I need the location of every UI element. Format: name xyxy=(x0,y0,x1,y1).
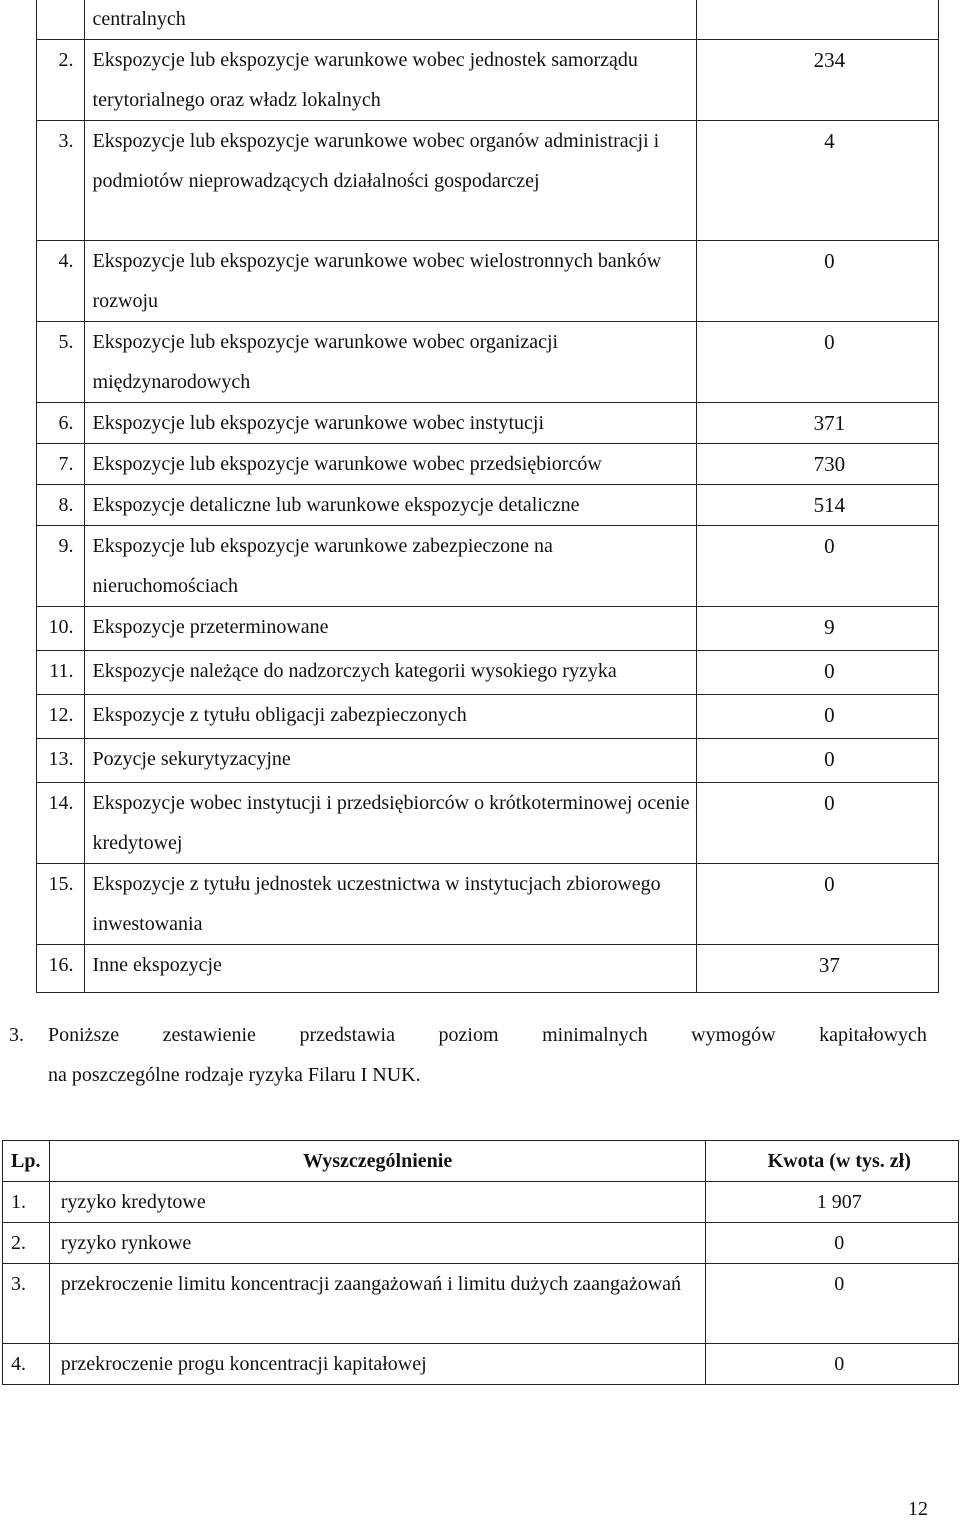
table-row xyxy=(37,783,939,864)
table-row xyxy=(37,444,939,485)
header-amount: Kwota (w tys. zł) xyxy=(706,1141,959,1182)
table-row xyxy=(37,695,939,739)
table-row xyxy=(3,1182,959,1223)
row-description: Ekspozycje przeterminowane xyxy=(84,607,696,651)
paragraph-word: przedstawia xyxy=(299,1024,395,1046)
row-description: Ekspozycje lub ekspozycje warunkowe wobec przedsiębiorców xyxy=(84,444,696,485)
row-number: 9. xyxy=(37,526,85,607)
row-number: 15. xyxy=(37,864,85,945)
row-description: Ekspozycje lub ekspozycje warunkowe wobec wielostronnych banków rozwoju xyxy=(84,241,696,322)
table-row xyxy=(37,526,939,607)
row-description: Ekspozycje wobec instytucji i przedsiębiorców o krótkoterminowej ocenie kredytowej xyxy=(84,783,696,864)
row-number: 10. xyxy=(37,607,85,651)
row-description: Ekspozycje należące do nadzorczych kategorii wysokiego ryzyka xyxy=(84,651,696,695)
row-description: Ekspozycje z tytułu jednostek uczestnictwa w instytucjach zbiorowego inwestowania xyxy=(84,864,696,945)
paragraph-word: wymogów xyxy=(691,1024,776,1046)
header-lp: Lp. xyxy=(3,1141,50,1182)
page-number: 12 xyxy=(908,1498,928,1520)
row-value: 0 xyxy=(696,526,938,607)
row-value: 0 xyxy=(696,241,938,322)
table-row xyxy=(3,1344,959,1385)
row-value: 730 xyxy=(696,444,938,485)
row-description: przekroczenie progu koncentracji kapitałowej xyxy=(49,1344,706,1385)
row-value: 514 xyxy=(696,485,938,526)
table-row xyxy=(37,485,939,526)
table-row xyxy=(3,1264,959,1344)
row-number: 14. xyxy=(37,783,85,864)
paragraph-line-2: na poszczególne rodzaje ryzyka Filaru I NUK. xyxy=(48,1064,421,1086)
table-row xyxy=(37,864,939,945)
paragraph-line-1 xyxy=(9,1015,927,1055)
row-description: Ekspozycje detaliczne lub warunkowe ekspozycje detaliczne xyxy=(84,485,696,526)
row-number: 1. xyxy=(3,1182,50,1223)
row-number: 5. xyxy=(37,322,85,403)
row-number: 2. xyxy=(3,1223,50,1264)
row-number: 4. xyxy=(37,241,85,322)
capital-requirements-table xyxy=(2,1140,959,1385)
table-row xyxy=(37,0,939,40)
row-value: 0 xyxy=(696,322,938,403)
paragraph-word: minimalnych xyxy=(542,1024,648,1046)
row-number: 16. xyxy=(37,945,85,993)
paragraph-word: kapitałowych xyxy=(819,1024,927,1046)
row-number: 3. xyxy=(3,1264,50,1344)
row-number: 2. xyxy=(37,40,85,121)
row-description: ryzyko rynkowe xyxy=(49,1223,706,1264)
paragraph-word: poziom xyxy=(438,1024,499,1046)
row-number xyxy=(37,0,85,40)
row-description: Ekspozycje lub ekspozycje warunkowe wobec jednostek samorządu terytorialnego oraz władz lokalnych xyxy=(84,40,696,121)
row-description: Ekspozycje lub ekspozycje warunkowe wobec organizacji międzynarodowych xyxy=(84,322,696,403)
table-row xyxy=(37,121,939,241)
table-row xyxy=(37,607,939,651)
row-number: 8. xyxy=(37,485,85,526)
row-description: Ekspozycje lub ekspozycje warunkowe zabezpieczone na nieruchomościach xyxy=(84,526,696,607)
table-row xyxy=(37,651,939,695)
row-description: Pozycje sekurytyzacyjne xyxy=(84,739,696,783)
row-value: 0 xyxy=(696,783,938,864)
row-value: 1 907 xyxy=(706,1182,959,1223)
row-value: 0 xyxy=(696,695,938,739)
row-number: 3. xyxy=(37,121,85,241)
row-value: 37 xyxy=(696,945,938,993)
paragraph-word: zestawienie xyxy=(162,1024,256,1046)
row-value: 234 xyxy=(696,40,938,121)
row-value: 0 xyxy=(696,651,938,695)
table-row xyxy=(37,945,939,993)
row-value: 0 xyxy=(696,739,938,783)
row-description: Ekspozycje lub ekspozycje warunkowe wobec organów administracji i podmiotów nieprowadzących działalności gospodarczej xyxy=(84,121,696,241)
section-paragraph xyxy=(9,1015,927,1095)
table-row xyxy=(37,241,939,322)
row-description: ryzyko kredytowe xyxy=(49,1182,706,1223)
row-value: 371 xyxy=(696,403,938,444)
table-row xyxy=(37,322,939,403)
table-row xyxy=(37,739,939,783)
table-header-row xyxy=(3,1141,959,1182)
table-row xyxy=(37,403,939,444)
row-value: 4 xyxy=(696,121,938,241)
row-description: centralnych xyxy=(84,0,696,40)
row-value: 0 xyxy=(696,864,938,945)
row-number: 6. xyxy=(37,403,85,444)
row-number: 12. xyxy=(37,695,85,739)
exposure-table xyxy=(36,0,939,993)
row-value: 0 xyxy=(706,1223,959,1264)
row-description: przekroczenie limitu koncentracji zaangażowań i limitu dużych zaangażowań xyxy=(49,1264,706,1344)
table-row xyxy=(3,1223,959,1264)
table-row xyxy=(37,40,939,121)
paragraph-number: 3. Poniższe xyxy=(9,1024,120,1046)
row-value xyxy=(696,0,938,40)
row-value: 9 xyxy=(696,607,938,651)
row-number: 7. xyxy=(37,444,85,485)
row-description: Inne ekspozycje xyxy=(84,945,696,993)
row-number: 13. xyxy=(37,739,85,783)
row-description: Ekspozycje lub ekspozycje warunkowe wobec instytucji xyxy=(84,403,696,444)
row-description: Ekspozycje z tytułu obligacji zabezpieczonych xyxy=(84,695,696,739)
row-number: 11. xyxy=(37,651,85,695)
row-value: 0 xyxy=(706,1344,959,1385)
row-value: 0 xyxy=(706,1264,959,1344)
row-number: 4. xyxy=(3,1344,50,1385)
header-description: Wyszczególnienie xyxy=(49,1141,706,1182)
